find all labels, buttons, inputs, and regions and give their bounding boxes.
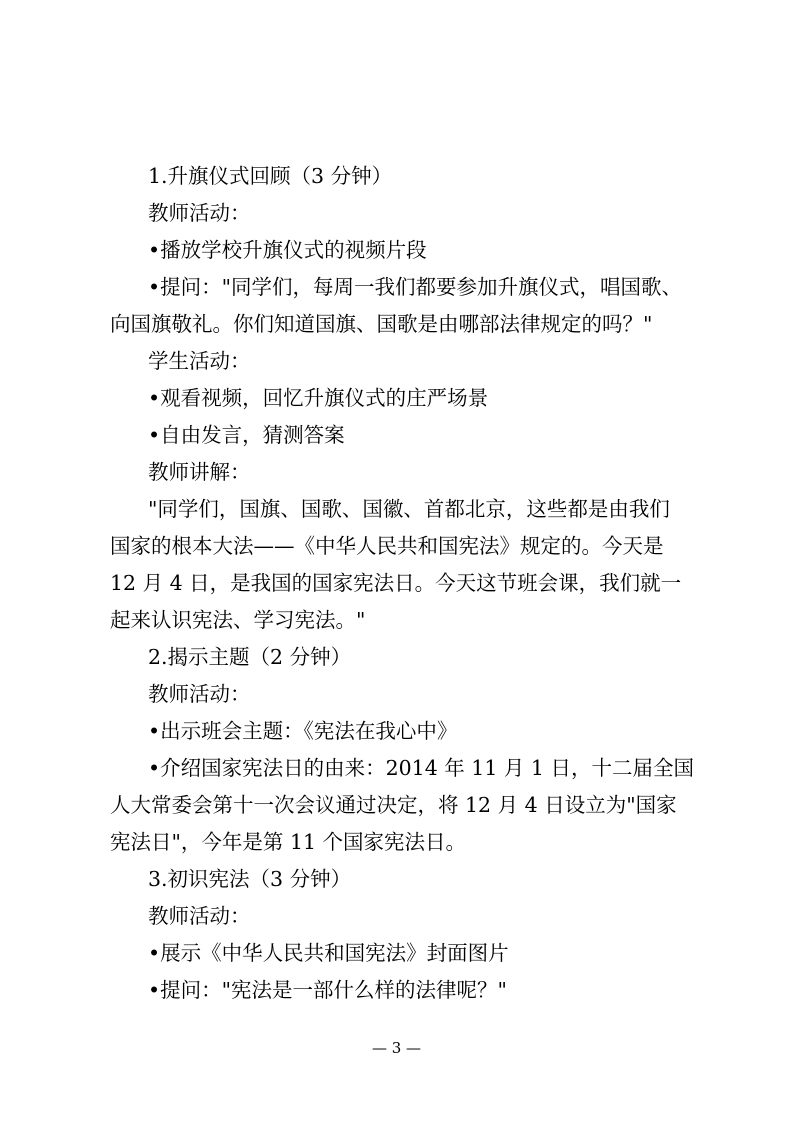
paragraph-line: 教师讲解：	[148, 460, 251, 484]
bullet-item: •出示班会主题：《宪法在我心中》	[148, 719, 458, 743]
bullet-item: •提问："同学们，每周一我们都要参加升旗仪式，唱国歌、	[148, 275, 683, 299]
paragraph-line: 教师活动：	[148, 201, 251, 225]
page-number: — 3 —	[371, 1039, 422, 1057]
bullet-item: •展示《中华人民共和国宪法》封面图片	[148, 941, 509, 965]
paragraph-line: 学生活动：	[148, 349, 251, 373]
section-heading: 1.升旗仪式回顾（3 分钟）	[148, 164, 393, 188]
paragraph-line: "同学们，国旗、国歌、国徽、首都北京，这些都是由我们	[148, 497, 670, 521]
bullet-item: •观看视频，回忆升旗仪式的庄严场景	[148, 386, 489, 410]
section-heading: 2.揭示主题（2 分钟）	[148, 645, 352, 669]
document-body	[110, 158, 694, 1009]
paragraph-line: 人大常委会第十一次会议通过决定，将 12 月 4 日设立为"国家	[110, 793, 677, 817]
paragraph-line: 12 月 4 日，是我国的国家宪法日。今天这节班会课，我们就一	[110, 571, 682, 595]
bullet-item: •介绍国家宪法日的由来：2014 年 11 月 1 日，十二届全国	[148, 756, 694, 780]
paragraph-line: 宪法日"，今年是第 11 个国家宪法日。	[110, 830, 467, 854]
paragraph-line: 教师活动：	[148, 682, 251, 706]
paragraph-line: 向国旗敬礼。你们知道国旗、国歌是由哪部法律规定的吗？"	[110, 312, 653, 336]
paragraph-line: 起来认识宪法、学习宪法。"	[110, 608, 366, 632]
bullet-item: •提问："宪法是一部什么样的法律呢？"	[148, 978, 507, 1002]
bullet-item: •自由发言，猜测答案	[148, 423, 345, 447]
bullet-item: •播放学校升旗仪式的视频片段	[148, 238, 427, 262]
paragraph-line: 国家的根本大法——《中华人民共和国宪法》规定的。今天是	[110, 534, 664, 558]
section-heading: 3.初识宪法（3 分钟）	[148, 867, 352, 891]
paragraph-line: 教师活动：	[148, 904, 251, 928]
